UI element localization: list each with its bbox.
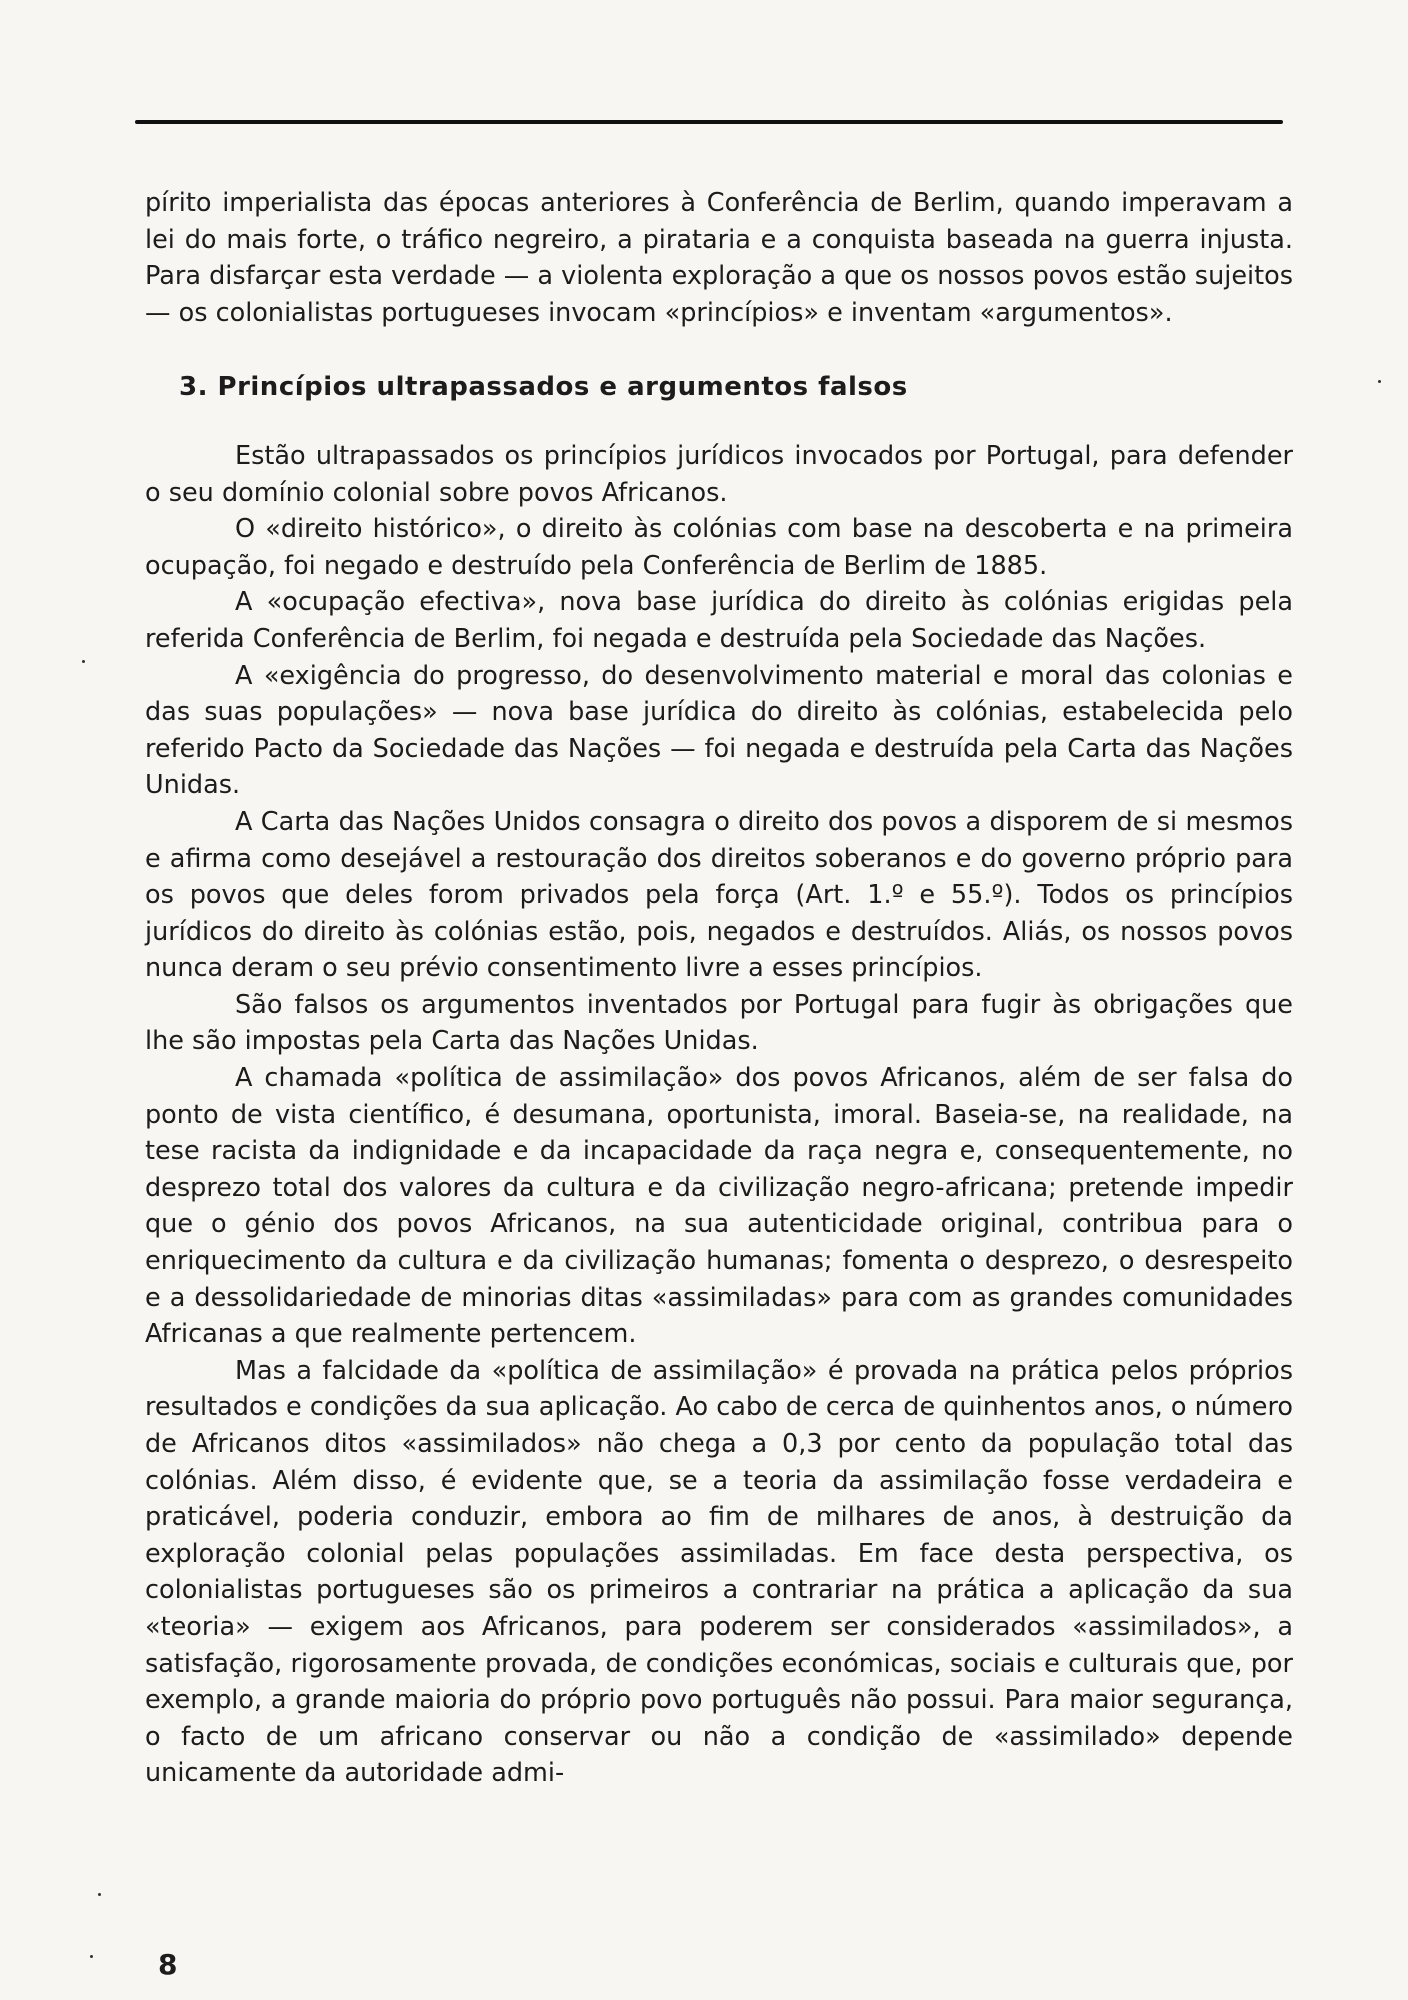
paragraph-7: A chamada «política de assimilação» dos povos Africanos, além de ser falsa do ponto de vista científico, é desumana, oportunista, imoral. Baseia-se, na realidade, na tese racista da indignidade e da incapacidade da raça negra e, consequentemente, no desprezo total dos valores da cultura e da civilização negro-africana; pretende impedir que o génio dos povos Africanos, na sua autenticidade original, contribua para o enriquecimento da cultura e da civilização humanas; fomenta o desprezo, o desrespeito e a dessolidariedade de minorias ditas «assimiladas» para com as grandes comunidades Africanas a que realmente pertencem. xyxy=(145,1063,1293,1350)
paragraph-6: São falsos os argumentos inventados por Portugal para fugir às obrigações que lhe são impostas pela Carta das Nações Unidas. xyxy=(145,989,1293,1057)
paragraph-3: A «ocupação efectiva», nova base jurídica do direito às colónias erigidas pela referida Conferência de Berlim, foi negada e destruída pela Sociedade das Nações. xyxy=(145,587,1293,654)
page-number: 8 xyxy=(158,1948,178,1981)
section-heading: 3. Princípios ultrapassados e argumentos falsos xyxy=(179,372,908,403)
top-rule xyxy=(135,120,1283,124)
paragraph-1: Estão ultrapassados os princípios jurídicos invocados por Portugal, para defender o seu domínio colonial sobre povos Africanos. xyxy=(145,440,1293,508)
intro-paragraph: pírito imperialista das épocas anteriores à Conferência de Berlim, quando imperavam a lei do mais forte, o tráfico negreiro, a pirataria e a conquista baseada na guerra injusta. Para disfarçar esta verdade — a violenta exploração a que os nossos povos estão sujeitos — os colonialistas portugueses invocam «princípios» e inventam «argumentos». xyxy=(145,188,1293,328)
scan-speck xyxy=(82,660,85,663)
scan-speck xyxy=(1378,380,1381,383)
paragraph-2: O «direito histórico», o direito às colónias com base na descoberta e na primeira ocupação, foi negado e destruído pela Conferência de Berlim de 1885. xyxy=(145,514,1293,581)
scan-speck xyxy=(90,1955,93,1958)
paragraph-5: A Carta das Nações Unidos consagra o direito dos povos a disporem de si mesmos e afirma como desejável a restouração dos direitos soberanos e do governo próprio para os povos que deles forom privados pela força (Art. 1.º e 55.º). Todos os princípios jurídicos do direito às colónias estão, pois, negados e destruídos. Aliás, os nossos povos nunca deram o seu prévio consentimento livre a esses princípios. xyxy=(145,806,1293,984)
scan-speck xyxy=(98,1893,101,1896)
body-text xyxy=(145,185,1293,1792)
paragraph-4: A «exigência do progresso, do desenvolvimento material e moral das colonias e das suas populações» — nova base jurídica do direito às colónias, estabelecida pelo referido Pacto da Sociedade das Nações — foi negada e destruída pela Carta das Nações Unidas. xyxy=(145,660,1293,801)
paragraph-8: Mas a falcidade da «política de assimilação» é provada na prática pelos próprios resultados e condições da sua aplicação. Ao cabo de cerca de quinhentos anos, o número de Africanos ditos «assimilados» não chega a 0,3 por cento da população total das colónias. Além disso, é evidente que, se a teoria da assimilação fosse verdadeira e praticável, poderia conduzir, embora ao fim de milhares de anos, à destruição da exploração colonial pelas populações assimiladas. Em face desta perspectiva, os colonialistas portugueses são os primeiros a contrariar na prática a aplicação da sua «teoria» — exigem aos Africanos, para poderem ser considerados «assimilados», a satisfação, rigorosamente provada, de condições económicas, sociais e culturais que, por exemplo, a grande maioria do próprio povo português não possui. Para maior segurança, o facto de um africano conservar ou não a condição de «assimilado» depende unicamente da autoridade admi- xyxy=(145,1355,1293,1789)
